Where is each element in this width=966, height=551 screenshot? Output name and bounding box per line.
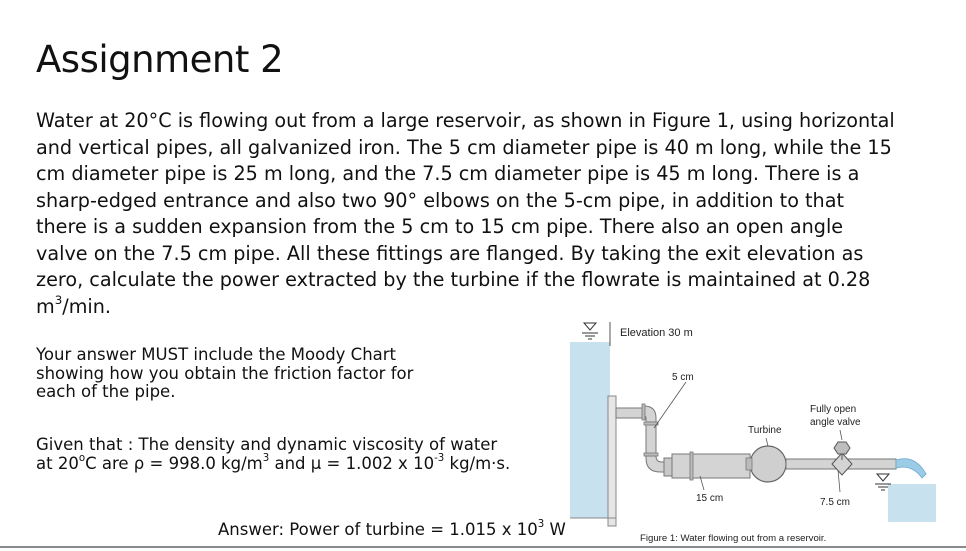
answer-line (218, 520, 566, 539)
bottom-divider (0, 546, 966, 548)
valve-hex (834, 442, 850, 454)
valve-label-1: Fully open (810, 404, 857, 415)
reservoir-water (570, 342, 610, 518)
pipe-15cm (672, 454, 750, 478)
density-exponent: 3 (262, 452, 270, 464)
valve-label-2: angle valve (810, 417, 861, 428)
moody-chart-note: Your answer MUST include the Moody Chart showing how you obtain the friction factor for each of the pipe. (36, 345, 414, 401)
flange-3 (644, 453, 658, 456)
leader-turbine (766, 438, 768, 446)
problem-text: Water at 20°C is flowing out from a large reservoir, as shown in Figure 1, using horizontal and vertical pipes, all galvanized iron. The 5 cm diameter pipe is 40 m long, while the 15 cm diameter pipe is 25 m long, and the 7.5 cm diameter pipe is 45 m long. There is a sharp-edged entrance and also two 90° elbows on the 5-cm pipe, in addition to that there is a sudden expansion from the 5 cm to 15 cm pipe. There also an open angle valve on the 7.5 cm pipe. All these fittings are flanged. By taking the exit elevation as zero, calculate the power extracted by the turbine if the flowrate is maintained at 0.28 m (36, 109, 895, 318)
turbine-label: Turbine (748, 425, 782, 436)
figure-caption: Figure 1: Water flowing out from a reservoir. (640, 533, 827, 544)
flange-1 (642, 404, 645, 420)
elevation-label: Elevation 30 m (620, 327, 693, 339)
pipe-7-5cm-label: 7.5 cm (820, 497, 851, 508)
outlet-jet (896, 459, 926, 478)
water-level-icon (582, 323, 598, 339)
given-text-d: kg/m·s. (444, 453, 511, 473)
answer-exponent: 3 (537, 519, 545, 531)
viscosity-exponent: -3 (434, 452, 445, 464)
given-text-a: at 20 (36, 453, 79, 473)
reservoir-wall (608, 396, 616, 526)
turbine-inlet (746, 458, 752, 470)
leader-7-5cm (838, 470, 840, 492)
problem-statement (36, 108, 896, 320)
degree-symbol: o (78, 452, 86, 464)
problem-end: /min. (62, 294, 112, 318)
lower-pool (888, 484, 936, 522)
leader-valve (840, 430, 842, 440)
pipe-15cm-label: 15 cm (696, 493, 724, 504)
given-data (36, 436, 536, 473)
answer-unit: W (544, 520, 566, 539)
expansion-fitting (664, 458, 672, 476)
given-text-b: C are ρ = 998.0 kg/m (85, 453, 263, 473)
leader-5cm (654, 382, 686, 428)
given-text-c: and μ = 1.002 x 10 (269, 453, 435, 473)
page-title: Assignment 2 (36, 38, 284, 81)
given-line-2 (36, 452, 536, 474)
elbow-1 (644, 406, 656, 424)
turbine (750, 446, 786, 482)
reservoir-figure (570, 312, 940, 548)
pipe-5cm-horizontal (616, 408, 646, 418)
flange-4 (690, 452, 693, 480)
problem-exponent: 3 (54, 292, 63, 307)
answer-text: Answer: Power of turbine = 1.015 x 10 (218, 520, 538, 539)
flange-2 (644, 422, 658, 425)
pipe-5cm-label: 5 cm (672, 372, 694, 383)
given-line-1: Given that : The density and dynamic viscosity of water (36, 435, 498, 454)
elbow-2 (646, 456, 666, 472)
